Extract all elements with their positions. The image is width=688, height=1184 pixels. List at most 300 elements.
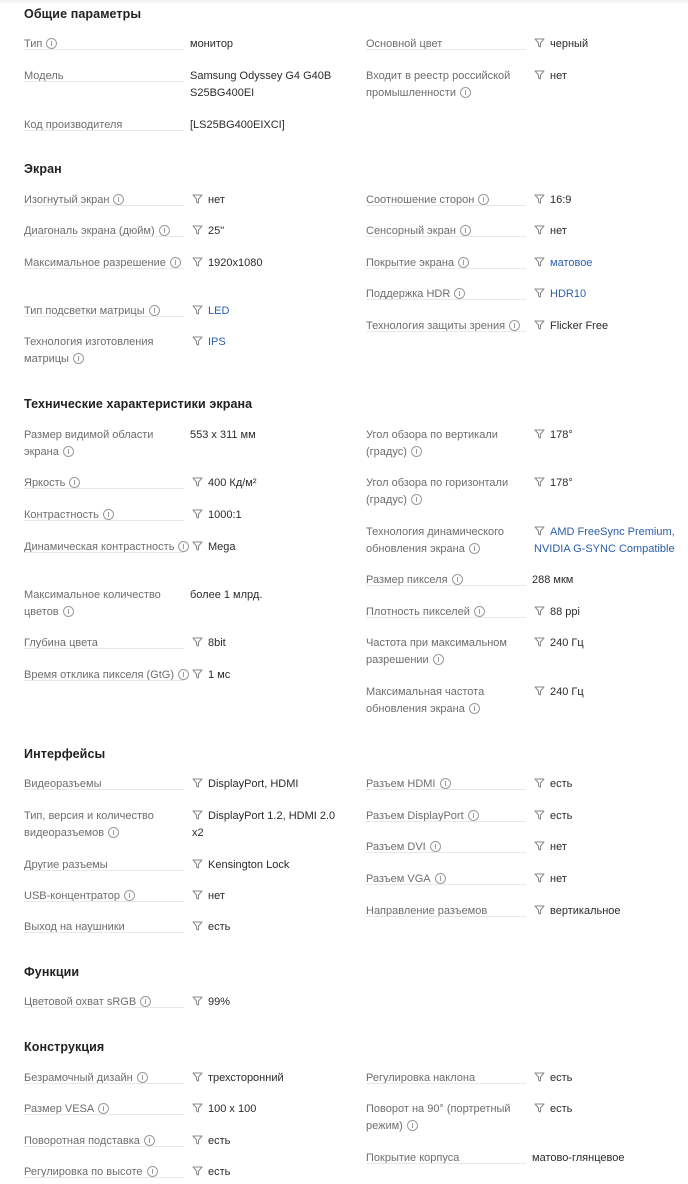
filter-icon[interactable] bbox=[192, 1166, 203, 1176]
filter-icon[interactable] bbox=[192, 1135, 203, 1145]
spec-label bbox=[24, 1101, 190, 1118]
spec-label bbox=[24, 117, 190, 134]
spec-value-text: нет bbox=[550, 873, 567, 885]
leader-line bbox=[24, 236, 184, 237]
spec-value-text: Mega bbox=[208, 541, 236, 553]
filter-icon[interactable] bbox=[534, 873, 545, 883]
spec-value-text: вертикальное bbox=[550, 905, 621, 917]
spec-value bbox=[192, 994, 230, 1011]
spec-label bbox=[24, 539, 190, 556]
leader-line bbox=[366, 789, 526, 790]
spec-label-text: Направление разъемов bbox=[366, 905, 488, 917]
leader-line bbox=[24, 1007, 184, 1008]
spec-value bbox=[192, 667, 230, 684]
spec-value[interactable] bbox=[534, 255, 592, 272]
filter-icon[interactable] bbox=[534, 637, 545, 647]
info-icon[interactable] bbox=[103, 509, 114, 520]
spec-value-link[interactable]: LED bbox=[208, 305, 230, 317]
spec-label-text: Код производителя bbox=[24, 119, 123, 131]
spec-value bbox=[534, 1101, 572, 1118]
spec-value bbox=[534, 635, 584, 652]
info-icon[interactable] bbox=[460, 225, 471, 236]
spec-value bbox=[192, 255, 262, 272]
info-icon[interactable] bbox=[435, 873, 446, 884]
spec-label-text: Тип подсветки матрицы bbox=[24, 305, 145, 317]
filter-icon[interactable] bbox=[192, 509, 203, 519]
info-icon[interactable] bbox=[124, 890, 135, 901]
spec-label bbox=[24, 303, 190, 320]
leader-line bbox=[24, 870, 184, 871]
spec-label-text: Технология динамического обновления экрана bbox=[366, 526, 505, 555]
spec-label bbox=[366, 286, 532, 303]
leader-line bbox=[24, 901, 184, 902]
spec-value bbox=[534, 192, 571, 209]
spec-value-text: нет bbox=[550, 841, 567, 853]
filter-icon[interactable] bbox=[192, 477, 203, 487]
spec-value bbox=[192, 635, 226, 652]
filter-icon[interactable] bbox=[192, 257, 203, 267]
filter-icon[interactable] bbox=[534, 429, 545, 439]
spec-label bbox=[366, 839, 532, 856]
spec-label bbox=[366, 68, 532, 102]
spec-label bbox=[24, 888, 190, 905]
spec-label-text: Поворот на 90° (портретный режим) bbox=[366, 1103, 511, 1132]
filter-icon[interactable] bbox=[534, 810, 545, 820]
section-title: Общие параметры bbox=[24, 7, 142, 21]
spec-label-text: Технология изготовления матрицы bbox=[24, 336, 154, 365]
leader-line bbox=[24, 205, 184, 206]
spec-label-text: Разъем DisplayPort bbox=[366, 810, 464, 822]
spec-label bbox=[366, 871, 532, 888]
spec-label-text: Основной цвет bbox=[366, 38, 443, 50]
spec-label-text: USB-концентратор bbox=[24, 890, 120, 902]
spec-value-text: 100 x 100 bbox=[208, 1103, 257, 1115]
spec-label-text: Регулировка наклона bbox=[366, 1072, 476, 1084]
spec-label-text: Регулировка по высоте bbox=[24, 1166, 143, 1178]
spec-label bbox=[366, 255, 532, 272]
leader-line bbox=[366, 585, 526, 586]
filter-icon[interactable] bbox=[534, 778, 545, 788]
filter-icon[interactable] bbox=[192, 541, 203, 551]
info-icon[interactable] bbox=[468, 810, 479, 821]
leader-line bbox=[24, 316, 184, 317]
info-icon[interactable] bbox=[144, 1135, 155, 1146]
spec-value-text: есть bbox=[550, 810, 573, 822]
info-icon[interactable] bbox=[430, 841, 441, 852]
spec-value bbox=[534, 839, 567, 856]
filter-icon[interactable] bbox=[192, 194, 203, 204]
section-title: Технические характеристики экрана bbox=[24, 397, 253, 411]
info-icon[interactable] bbox=[509, 320, 520, 331]
section-title: Конструкция bbox=[24, 1040, 105, 1054]
spec-value bbox=[192, 539, 236, 556]
spec-value bbox=[192, 223, 224, 240]
spec-label bbox=[24, 255, 190, 272]
spec-value bbox=[192, 888, 225, 905]
spec-label bbox=[24, 808, 190, 842]
spec-value[interactable] bbox=[534, 524, 675, 558]
spec-label bbox=[366, 604, 532, 621]
spec-label bbox=[366, 808, 532, 825]
info-icon[interactable] bbox=[137, 1072, 148, 1083]
spec-label bbox=[366, 1150, 532, 1167]
spec-label-text: Размер пикселя bbox=[366, 574, 448, 586]
spec-label-text: Контрастность bbox=[24, 509, 99, 521]
filter-icon[interactable] bbox=[192, 1072, 203, 1082]
spec-value bbox=[190, 427, 256, 444]
leader-line bbox=[24, 268, 184, 269]
spec-label bbox=[366, 776, 532, 793]
spec-label bbox=[24, 587, 190, 621]
spec-value[interactable] bbox=[192, 334, 226, 351]
spec-label-text: Другие разъемы bbox=[24, 859, 108, 871]
spec-value bbox=[534, 1070, 572, 1087]
leader-line bbox=[24, 932, 184, 933]
leader-line bbox=[24, 130, 184, 131]
spec-label bbox=[24, 36, 190, 53]
leader-line bbox=[366, 821, 526, 822]
spec-label-text: Цветовой охват sRGB bbox=[24, 996, 137, 1008]
leader-line bbox=[366, 617, 526, 618]
spec-value-text: DisplayPort 1.2, HDMI 2.0 x2 bbox=[192, 810, 336, 839]
leader-line bbox=[24, 552, 184, 553]
filter-icon[interactable] bbox=[534, 225, 545, 235]
filter-icon[interactable] bbox=[192, 921, 203, 931]
filter-icon[interactable] bbox=[534, 905, 545, 915]
spec-value-text: есть bbox=[550, 1103, 573, 1115]
spec-value bbox=[534, 684, 584, 701]
spec-label bbox=[24, 1133, 190, 1150]
spec-label-text: Время отклика пикселя (GtG) bbox=[24, 669, 175, 681]
spec-value bbox=[192, 1101, 256, 1118]
info-icon[interactable] bbox=[407, 1120, 418, 1131]
spec-value bbox=[192, 919, 230, 936]
info-icon[interactable] bbox=[46, 38, 57, 49]
spec-label bbox=[366, 903, 532, 920]
spec-label bbox=[24, 857, 190, 874]
filter-icon[interactable] bbox=[192, 778, 203, 788]
spec-value-text: трехсторонний bbox=[208, 1072, 284, 1084]
spec-value-text: 178° bbox=[550, 429, 573, 441]
spec-value-text: Flicker Free bbox=[550, 320, 609, 332]
spec-label-text: Глубина цвета bbox=[24, 637, 98, 649]
spec-label bbox=[366, 318, 532, 335]
spec-value bbox=[534, 68, 567, 85]
leader-line bbox=[366, 1083, 526, 1084]
spec-value-text: есть bbox=[208, 1166, 231, 1178]
leader-line bbox=[24, 648, 184, 649]
info-icon[interactable] bbox=[159, 225, 170, 236]
spec-value bbox=[192, 1164, 230, 1181]
filter-icon[interactable] bbox=[534, 686, 545, 696]
leader-line bbox=[366, 236, 526, 237]
section-title: Интерфейсы bbox=[24, 747, 106, 761]
leader-line bbox=[366, 49, 526, 50]
spec-label bbox=[24, 475, 190, 492]
filter-icon[interactable] bbox=[192, 859, 203, 869]
info-icon[interactable] bbox=[433, 654, 444, 665]
spec-label-text: Покрытие экрана bbox=[366, 257, 455, 269]
filter-icon[interactable] bbox=[192, 810, 203, 820]
spec-value-text: 1920x1080 bbox=[208, 257, 263, 269]
leader-line bbox=[24, 520, 184, 521]
spec-label bbox=[366, 223, 532, 240]
spec-value bbox=[534, 776, 572, 793]
spec-label-text: Разъем VGA bbox=[366, 873, 431, 885]
spec-value-text: 553 x 311 мм bbox=[190, 429, 256, 441]
info-icon[interactable] bbox=[452, 574, 463, 585]
spec-label bbox=[24, 507, 190, 524]
spec-value-text: DisplayPort, HDMI bbox=[208, 778, 299, 790]
spec-label-text: Входит в реестр российской промышленности bbox=[366, 70, 511, 99]
spec-label-text: Максимальное разрешение bbox=[24, 257, 166, 269]
filter-icon[interactable] bbox=[192, 336, 203, 346]
spec-label bbox=[24, 223, 190, 240]
spec-label-text: Размер VESA bbox=[24, 1103, 95, 1115]
spec-label bbox=[366, 572, 532, 589]
spec-value bbox=[192, 776, 298, 793]
spec-value-text: 8bit bbox=[208, 637, 226, 649]
leader-line bbox=[24, 789, 184, 790]
info-icon[interactable] bbox=[460, 87, 471, 98]
spec-value-text: 400 Кд/м² bbox=[208, 477, 257, 489]
filter-icon[interactable] bbox=[534, 320, 545, 330]
info-icon[interactable] bbox=[469, 543, 480, 554]
filter-icon[interactable] bbox=[534, 194, 545, 204]
spec-label-text: Разъем DVI bbox=[366, 841, 426, 853]
spec-value bbox=[192, 192, 225, 209]
spec-label bbox=[366, 635, 532, 669]
info-icon[interactable] bbox=[440, 778, 451, 789]
info-icon[interactable] bbox=[98, 1103, 109, 1114]
spec-value bbox=[534, 475, 573, 492]
leader-line bbox=[24, 49, 184, 50]
filter-icon[interactable] bbox=[534, 38, 545, 48]
spec-value bbox=[532, 572, 573, 589]
info-icon[interactable] bbox=[140, 996, 151, 1007]
section-title: Экран bbox=[24, 162, 62, 176]
spec-label-text: Динамическая контрастность bbox=[24, 541, 175, 553]
info-icon[interactable] bbox=[63, 606, 74, 617]
spec-value bbox=[190, 68, 331, 102]
spec-value[interactable] bbox=[192, 303, 229, 320]
spec-value[interactable] bbox=[534, 286, 586, 303]
filter-icon[interactable] bbox=[192, 669, 203, 679]
spec-value-text: 25" bbox=[208, 225, 225, 237]
filter-icon[interactable] bbox=[192, 890, 203, 900]
filter-icon[interactable] bbox=[534, 526, 545, 536]
leader-line bbox=[366, 331, 526, 332]
spec-label-text: Частота при максимальном разрешении bbox=[366, 637, 507, 666]
spec-value-text: 99% bbox=[208, 996, 231, 1008]
spec-value-text: есть bbox=[550, 778, 573, 790]
spec-value-text: 178° bbox=[550, 477, 573, 489]
leader-line bbox=[24, 1114, 184, 1115]
spec-label bbox=[366, 427, 532, 461]
spec-value-text: монитор bbox=[190, 38, 234, 50]
spec-value bbox=[192, 475, 257, 492]
info-icon[interactable] bbox=[454, 288, 465, 299]
spec-value bbox=[192, 857, 289, 874]
filter-icon[interactable] bbox=[192, 1103, 203, 1113]
leader-line bbox=[366, 916, 526, 917]
spec-value-link[interactable]: HDR10 bbox=[550, 288, 587, 300]
spec-label-text: Тип, версия и количество видеоразъемов bbox=[24, 810, 154, 839]
spec-value-text: более 1 млрд. bbox=[190, 589, 263, 601]
filter-icon[interactable] bbox=[534, 1103, 545, 1113]
info-icon[interactable] bbox=[147, 1166, 158, 1177]
spec-label-text: Выход на наушники bbox=[24, 921, 125, 933]
leader-line bbox=[24, 81, 184, 82]
spec-value-text: нет bbox=[550, 70, 567, 82]
filter-icon[interactable] bbox=[534, 70, 545, 80]
spec-label bbox=[366, 475, 532, 509]
spec-value-link[interactable]: IPS bbox=[208, 336, 226, 348]
info-icon[interactable] bbox=[458, 257, 469, 268]
leader-line bbox=[366, 299, 526, 300]
leader-line bbox=[366, 1163, 526, 1164]
leader-line bbox=[24, 1146, 184, 1147]
spec-value bbox=[534, 871, 567, 888]
spec-label bbox=[24, 192, 190, 209]
spec-value-text: [LS25BG400EIXCI] bbox=[190, 119, 285, 131]
spec-value-text: 288 мкм bbox=[532, 574, 574, 586]
info-icon[interactable] bbox=[478, 194, 489, 205]
section-title: Функции bbox=[24, 965, 80, 979]
spec-value bbox=[190, 117, 285, 134]
leader-line bbox=[24, 1083, 184, 1084]
leader-line bbox=[24, 680, 184, 681]
spec-value bbox=[192, 808, 335, 842]
info-icon[interactable] bbox=[469, 703, 480, 714]
spec-value-text: 1 мс bbox=[208, 669, 231, 681]
info-icon[interactable] bbox=[178, 669, 189, 680]
spec-value bbox=[534, 427, 573, 444]
spec-label-text: Изогнутый экран bbox=[24, 194, 110, 206]
filter-icon[interactable] bbox=[534, 606, 545, 616]
spec-value-text: матово-глянцевое bbox=[532, 1152, 625, 1164]
spec-label-text: Модель bbox=[24, 70, 64, 82]
leader-line bbox=[366, 852, 526, 853]
spec-label-text: Поворотная подставка bbox=[24, 1135, 140, 1147]
leader-line bbox=[366, 268, 526, 269]
info-icon[interactable] bbox=[178, 541, 189, 552]
spec-value bbox=[190, 587, 262, 604]
spec-label-text: Яркость bbox=[24, 477, 66, 489]
spec-value-text: 16:9 bbox=[550, 194, 572, 206]
spec-label bbox=[366, 1101, 532, 1135]
filter-icon[interactable] bbox=[534, 477, 545, 487]
info-icon[interactable] bbox=[108, 827, 119, 838]
filter-icon[interactable] bbox=[192, 996, 203, 1006]
spec-label-text: Покрытие корпуса bbox=[366, 1152, 460, 1164]
leader-line bbox=[366, 205, 526, 206]
spec-value-text: Samsung Odyssey G4 G40B S25BG400EI bbox=[190, 70, 332, 99]
filter-icon[interactable] bbox=[192, 225, 203, 235]
spec-value-text: есть bbox=[208, 1135, 231, 1147]
spec-label bbox=[366, 192, 532, 209]
spec-value bbox=[534, 36, 588, 53]
spec-label-text: Максимальное количество цветов bbox=[24, 589, 161, 618]
info-icon[interactable] bbox=[63, 446, 74, 457]
spec-value-text: нет bbox=[208, 194, 225, 206]
spec-label-text: Сенсорный экран bbox=[366, 225, 456, 237]
info-icon[interactable] bbox=[411, 494, 422, 505]
spec-value-text: нет bbox=[550, 225, 567, 237]
spec-value bbox=[532, 1150, 624, 1167]
spec-label bbox=[366, 1070, 532, 1087]
spec-value bbox=[534, 318, 608, 335]
spec-label bbox=[24, 667, 190, 684]
spec-value-link[interactable]: AMD FreeSync Premium, NVIDIA G-SYNC Compatible bbox=[534, 526, 675, 555]
filter-icon[interactable] bbox=[534, 841, 545, 851]
spec-value-text: 88 ppi bbox=[550, 606, 580, 618]
leader-line bbox=[366, 884, 526, 885]
info-icon[interactable] bbox=[113, 194, 124, 205]
spec-label bbox=[24, 776, 190, 793]
spec-label-text: Тип bbox=[24, 38, 43, 50]
spec-label bbox=[24, 68, 190, 85]
filter-icon[interactable] bbox=[534, 257, 545, 267]
filter-icon[interactable] bbox=[534, 288, 545, 298]
filter-icon[interactable] bbox=[534, 1072, 545, 1082]
spec-label bbox=[24, 635, 190, 652]
spec-value bbox=[190, 36, 233, 53]
spec-label bbox=[24, 427, 190, 461]
info-icon[interactable] bbox=[411, 446, 422, 457]
spec-label-text: Максимальная частота обновления экрана bbox=[366, 686, 485, 715]
spec-label bbox=[24, 1164, 190, 1181]
spec-label-text: Размер видимой области экрана bbox=[24, 429, 154, 458]
spec-label bbox=[366, 684, 532, 718]
leader-line bbox=[24, 1177, 184, 1178]
info-icon[interactable] bbox=[474, 606, 485, 617]
filter-icon[interactable] bbox=[192, 305, 203, 315]
spec-value-text: черный bbox=[550, 38, 589, 50]
leader-line bbox=[24, 488, 184, 489]
spec-value-text: есть bbox=[208, 921, 231, 933]
info-icon[interactable] bbox=[149, 305, 160, 316]
spec-label-text: Диагональ экрана (дюйм) bbox=[24, 225, 155, 237]
spec-label-text: Соотношение сторон bbox=[366, 194, 475, 206]
spec-label-text: Безрамочный дизайн bbox=[24, 1072, 133, 1084]
spec-value-text: есть bbox=[550, 1072, 573, 1084]
spec-value bbox=[534, 223, 567, 240]
spec-value bbox=[534, 604, 580, 621]
info-icon[interactable] bbox=[170, 257, 181, 268]
spec-value bbox=[534, 903, 621, 920]
filter-icon[interactable] bbox=[192, 637, 203, 647]
spec-label bbox=[366, 36, 532, 53]
info-icon[interactable] bbox=[69, 477, 80, 488]
spec-label-text: Разъем HDMI bbox=[366, 778, 436, 790]
spec-value bbox=[192, 1070, 284, 1087]
spec-value bbox=[192, 507, 242, 524]
spec-label-text: Технология защиты зрения bbox=[366, 320, 506, 332]
spec-value-link[interactable]: матовое bbox=[550, 257, 593, 269]
spec-label-text: Видеоразъемы bbox=[24, 778, 102, 790]
spec-label-text: Угол обзора по вертикали (градус) bbox=[366, 429, 498, 458]
spec-value-text: Kensington Lock bbox=[208, 859, 290, 871]
spec-value-text: нет bbox=[208, 890, 225, 902]
spec-value bbox=[534, 808, 572, 825]
spec-label bbox=[24, 919, 190, 936]
spec-value-text: 1000:1 bbox=[208, 509, 242, 521]
spec-label bbox=[24, 334, 190, 368]
spec-value-text: 240 Гц bbox=[550, 637, 584, 649]
spec-label-text: Угол обзора по горизонтали (градус) bbox=[366, 477, 509, 506]
info-icon[interactable] bbox=[73, 353, 84, 364]
